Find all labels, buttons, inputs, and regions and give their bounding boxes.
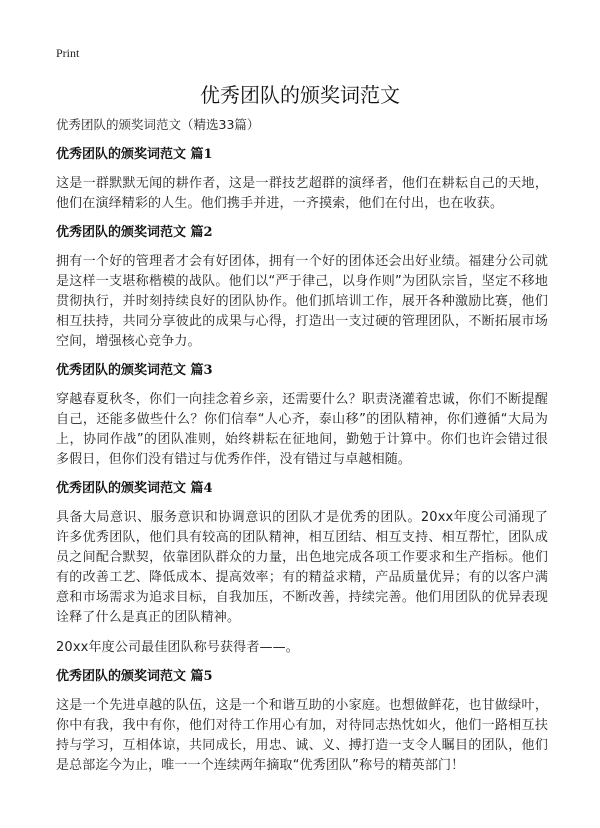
section-5 — [56, 668, 548, 776]
section-1 — [56, 146, 548, 214]
section-paragraph: 拥有一个好的管理者才会有好团体，拥有一个好的团体还会出好业绩。福建分公司就是这样一支堪称楷模的战队。他们以“严于律己，以身作则”为团队宗旨，坚定不移地贯彻执行，并时刻持续良好的团队协作。他们抓培训工作，展开各种激励比赛，他们相互扶持，共同分享彼此的成果与心得，打造出一支过硬的管理团队，不断拓展市场空间，增强核心竞争力。 — [56, 254, 548, 349]
document-body — [56, 116, 548, 786]
section-4 — [56, 480, 548, 658]
section-paragraph: 20xx年度公司最佳团队称号获得者——。 — [56, 640, 299, 655]
section-heading: 优秀团队的颁奖词范文 篇2 — [56, 225, 213, 240]
section-heading: 优秀团队的颁奖词范文 篇1 — [56, 147, 213, 162]
section-3 — [56, 362, 548, 470]
section-heading: 优秀团队的颁奖词范文 篇4 — [56, 481, 213, 496]
section-paragraph: 具备大局意识、服务意识和协调意识的团队才是优秀的团队。20xx年度公司涌现了许多优秀团队，他们具有较高的团队精神，相互团结、相互支持、相互帮忙，团队成员之间配合默契，依靠团队群众的力量，出色地完成各项工作要求和生产指标。他们有的改善工艺、降低成本、提高效率；有的精益求精，产品质量优异；有的以客户满意和市场需求为追求目标，自我加压，不断改善，持续完善。他们用团队的优异表现诠释了什么是真正的团队精神。 — [56, 510, 548, 625]
section-paragraph: 这是一个先进卓越的队伍，这是一个和谐互助的小家庭。也想做鲜花，也甘做绿叶，你中有我，我中有你，他们对待工作用心有加，对待同志热忱如火，他们一路相互扶持与学习，互相体谅，共同成长，用忠、诚、义、搏打造一支令人瞩目的团队，他们是总部迄今为止，唯一一个连续两年摘取“优秀团队”称号的精英部门！ — [56, 698, 548, 773]
section-paragraph: 穿越春夏秋冬，你们一向挂念着乡亲，还需要什么？职责浇灌着忠诚，你们不断提醒自己，还能多做些什么？你们信奉“人心齐，泰山移”的团队精神，你们遵循“大局为上，协同作战”的团队准则，始终耕耘在征地间，勤勉于计算中。你们也许会错过很多假日，但你们没有错过与优秀作伴，没有错过与卓越相随。 — [56, 392, 548, 467]
section-heading: 优秀团队的颁奖词范文 篇5 — [56, 669, 213, 684]
document-subtitle: 优秀团队的颁奖词范文（精选33篇） — [56, 117, 260, 132]
page-title: 优秀团队的颁奖词范文 — [200, 83, 400, 107]
section-heading: 优秀团队的颁奖词范文 篇3 — [56, 363, 213, 378]
section-paragraph: 这是一群默默无闻的耕作者，这是一群技艺超群的演绎者，他们在耕耘自己的天地，他们在演绎精彩的人生。他们携手并进，一齐摸索，他们在付出，也在收获。 — [56, 176, 548, 211]
print-link[interactable]: Print — [56, 46, 80, 60]
section-2 — [56, 224, 548, 352]
